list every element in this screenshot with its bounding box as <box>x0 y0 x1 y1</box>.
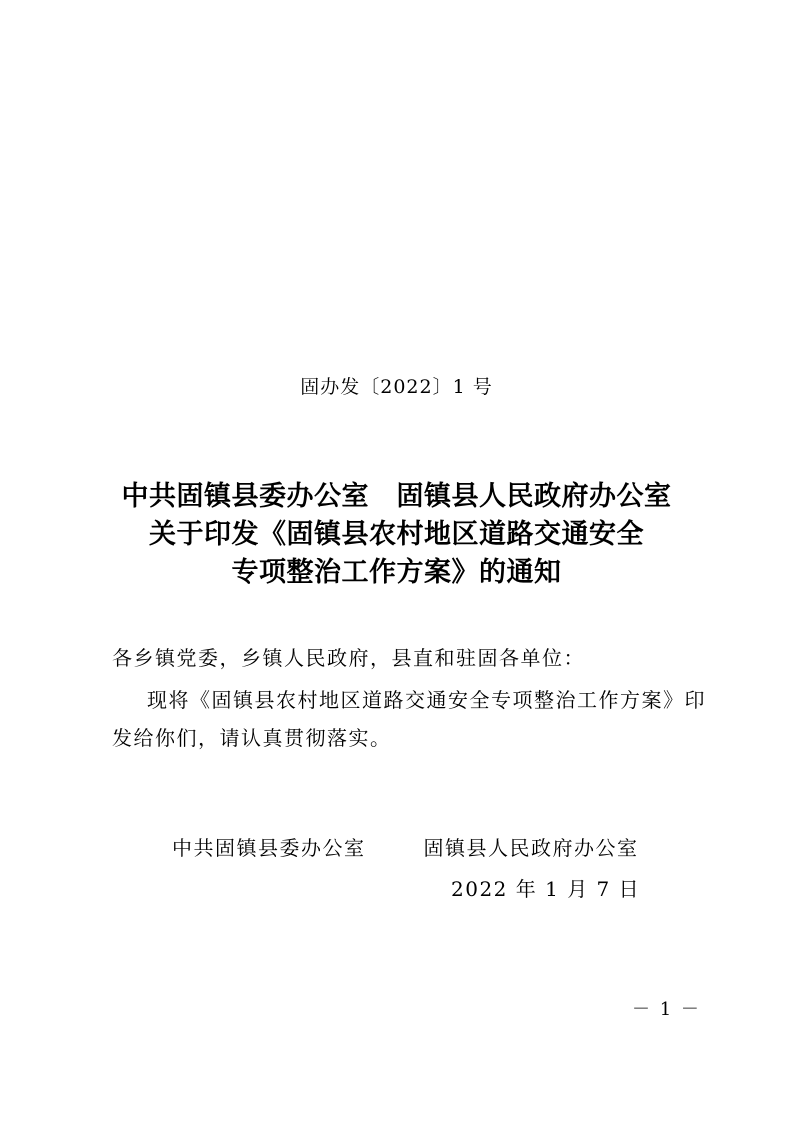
body-line-1: 现将《固镇县农村地区道路交通安全专项整治工作方案》印 <box>147 688 706 712</box>
document-title <box>0 478 793 592</box>
body-line-2: 发给你们，请认真贯彻落实。 <box>112 726 392 750</box>
title-line-1: 中共固镇县委办公室 固镇县人民政府办公室 <box>121 481 672 512</box>
addressee: 各乡镇党委，乡镇人民政府，县直和驻固各单位： <box>112 646 585 670</box>
title-line-3: 专项整治工作方案》的通知 <box>231 557 562 588</box>
signer-government-office: 固镇县人民政府办公室 <box>423 836 639 860</box>
document-number: 固办发〔2022〕1 号 <box>300 376 493 398</box>
title-line-2: 关于印发《固镇县农村地区道路交通安全 <box>149 519 644 550</box>
signature-block <box>172 831 712 865</box>
signer-party-office: 中共固镇县委办公室 <box>172 836 366 860</box>
issue-date: 2022 年 1 月 7 日 <box>451 877 641 901</box>
body-paragraph <box>112 681 706 757</box>
page-number: － 1 － <box>632 999 701 1020</box>
